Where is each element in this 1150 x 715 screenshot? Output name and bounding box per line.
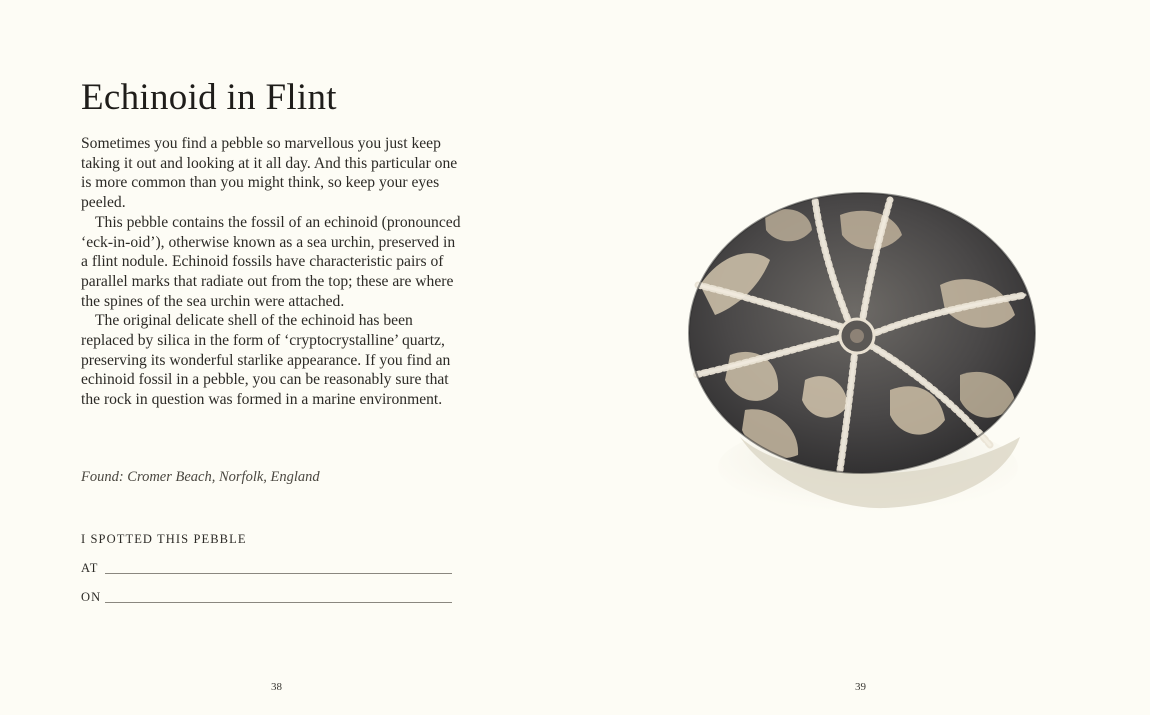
- at-field: [81, 561, 452, 579]
- at-write-line: [105, 573, 452, 574]
- on-write-line: [105, 602, 452, 603]
- on-field: [81, 590, 452, 608]
- body-text: [81, 134, 463, 410]
- spotted-heading: I SPOTTED THIS PEBBLE: [81, 532, 247, 546]
- at-label: AT: [81, 561, 99, 575]
- paragraph-3: The original delicate shell of the echinoid has been replaced by silica in the form of ‘cryptocrystalline’ quartz, preserving its wonderful starlike appearance. If you find an echinoid fossil in a pebble, you can be reasonably sure that the rock in question was formed in a marine environment.: [81, 312, 451, 409]
- paragraph-2: This pebble contains the fossil of an echinoid (pronounced ‘eck-in-oid’), otherwise known as a sea urchin, preserved in a flint nodule. Echinoid fossils have characteristic pairs of parallel marks that radiate out from the top; these are where the spines of the sea urchin were attached.: [81, 213, 461, 310]
- on-label: ON: [81, 590, 102, 604]
- found-location: Found: Cromer Beach, Norfolk, England: [81, 469, 320, 485]
- page-number-left: 38: [271, 681, 282, 693]
- page-title: Echinoid in Flint: [81, 77, 337, 118]
- page-number-right: 39: [855, 681, 866, 693]
- echinoid-flint-pebble-illustration: [670, 175, 1050, 525]
- right-page: [575, 0, 1150, 715]
- paragraph-1: Sometimes you find a pebble so marvellous you just keep taking it out and looking at it all day. And this particular one is more common than you might think, so keep your eyes peeled.: [81, 135, 458, 212]
